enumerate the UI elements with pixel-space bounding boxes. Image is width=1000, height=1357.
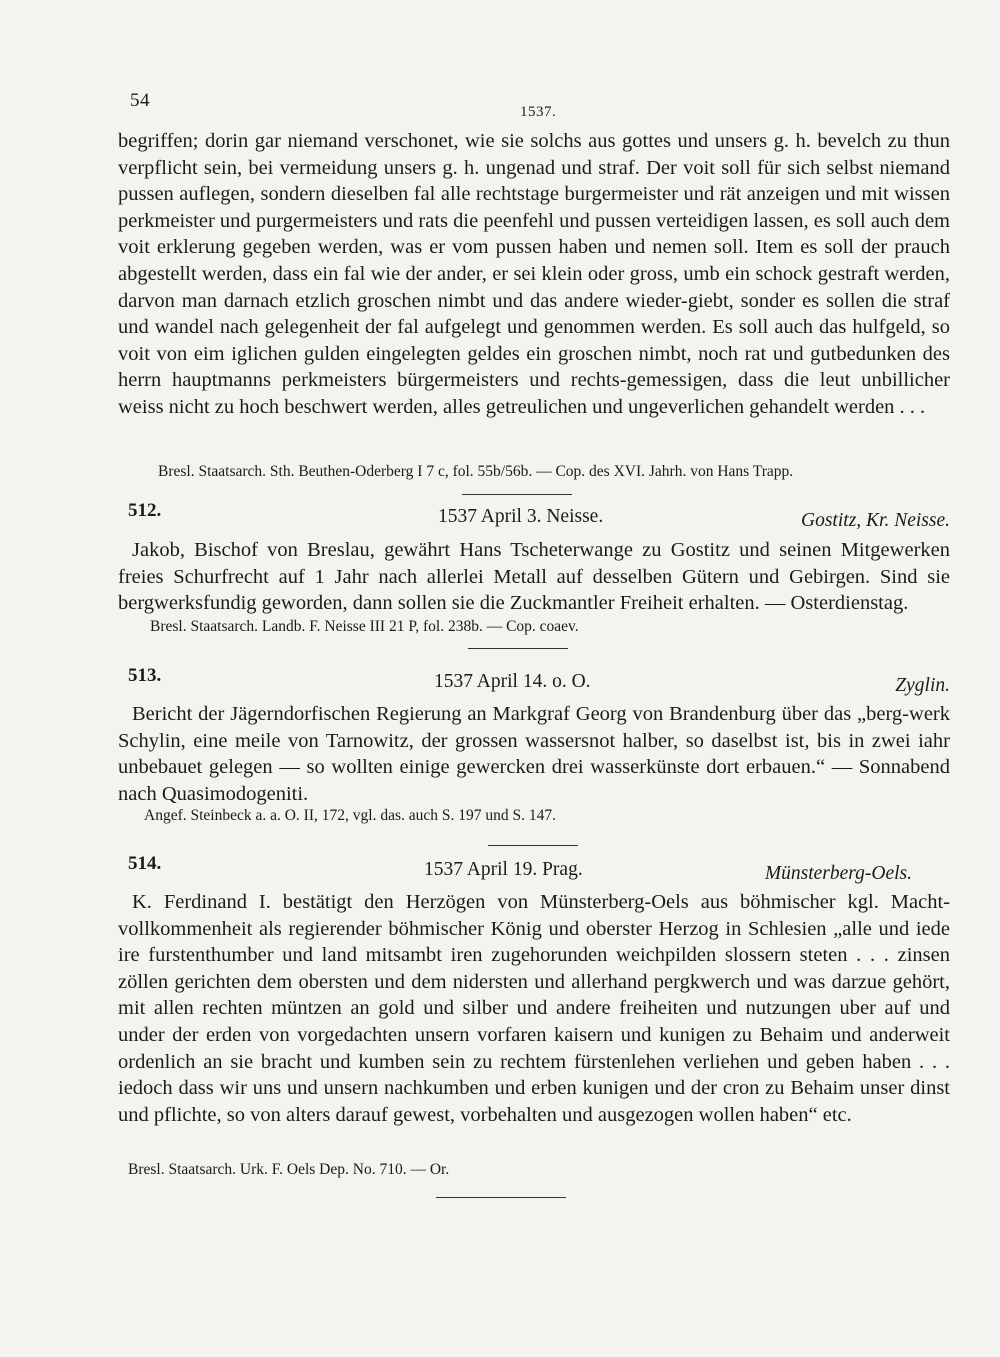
entry-date: 1537 April 3. Neisse. [438,506,604,527]
entry-512-citation: Bresl. Staatsarch. Landb. F. Neisse III 21 P, fol. 238b. — Cop. coaev. [150,618,579,635]
entry-number: 512. [128,500,162,521]
continuation-citation: Bresl. Staatsarch. Sth. Beuthen-Oderberg I 7 c, fol. 55b/56b. — Cop. des XVI. Jahrh. von Hans Trapp. [158,463,794,480]
section-divider [488,845,578,846]
entry-512-header [128,500,950,531]
entry-place: Münsterberg-Oels. [764,863,912,884]
entry-number: 513. [128,665,162,686]
entry-514-text: K. Ferdinand I. bestätigt den Herzögen von Münsterberg-Oels aus böhmischer kgl. Macht-vollkommenheit als regierender böhmischer König und oberster Herzog in Schlesien „alle und iede ire furstenthumber und land mitsambt iren zugehorunden weichpilden slossern steten . . . zinsen zöllen gerichten dem obersten und dem nidersten und allerhand pergkwerch und was darzue gehört, mit allen rechten müntzen an gold und silber und andere freiheiten und nutzungen uber auf und under der erden von vorgedachten unsern vorfaren kaisern und kunigen zu Behaim und anderweit ordenlich an sie bracht und kumben sein zu rechtem fürstenlehen verliehen und geben haben . . . iedoch dass wir uns und unsern nachkumben und erben kunigen und der cron zu Behaim unser dinst und pflichte, so von alters darauf gewest, vorbehalten und ausgezogen wollen haben“ etc. [118,891,950,1126]
running-head: 1537. [520,104,557,120]
entry-date: 1537 April 14. o. O. [434,671,591,692]
continuation-text: begriffen; dorin gar niemand verschonet, wie sie solchs aus gottes und unsers g. h. bevelch zu thun verpflicht sein, bei vermeidung unsers g. h. ungenad und straf. Der voit soll für sich selbst niemand pussen auflegen, sondern dieselben fal alle rechtstage burgermeister und rät anzeigen und mit wissen perkmeister und purgermeisters und rats die peenfehl und pussen verteidigen lassen, es soll auch dem voit erklerung gegeben werden, was er vom pussen haben und nemen soll. Item es soll der prauch abgestellt werden, dass ein fal wie der ander, er sei klein oder gross, umb ein schock gestraft werden, darvon man darnach etzlich groschen nimbt und das andere wieder-giebt, sonder es sollen die straf und wandel nach gelegenheit der fal aufgelegt und genommen werden. Es soll auch das hulfgeld, so voit von eim iglichen gulden eingelegten geldes ein groschen nimbt, noch rat und gutbedunken des herrn hauptmanns perkmeisters bürgermeisters und rechts-gemessigen, dass die leut unbillicher weiss nicht zu hoch beschwert werden, alles getreulichen und ungeverlichen gehandelt werden . . . [118,130,950,418]
entry-date: 1537 April 19. Prag. [424,859,583,880]
entry-513-citation: Angef. Steinbeck a. a. O. II, 172, vgl. das. auch S. 197 und S. 147. [144,807,556,824]
entry-513-header [128,665,950,696]
entry-place: Gostitz, Kr. Neisse. [801,510,950,531]
entry-513-text: Bericht der Jägerndorfischen Regierung an Markgraf Georg von Brandenburg über das „berg-werk Schylin, eine meile von Tarnowitz, der grossen wassersnot halber, so daselbst ist, bis in zwei iahr unbebauet gelegen — so wollten einige gewercken drei wasserkünste dort erbauen.“ — Sonnabend nach Quasimodogeniti. [118,703,950,805]
entry-514-citation: Bresl. Staatsarch. Urk. F. Oels Dep. No. 710. — Or. [128,1161,450,1178]
section-divider [468,648,568,649]
page-number: 54 [130,90,150,111]
entry-514-header [128,853,950,884]
entry-place: Zyglin. [895,675,950,696]
section-divider [462,494,572,495]
entry-number: 514. [128,853,162,874]
entry-512-text: Jakob, Bischof von Breslau, gewährt Hans Tscheterwange zu Gostitz und seinen Mitgewerken freies Schurfrecht auf 1 Jahr nach allerlei Metall auf desselben Gütern und Gebirgen. Sind sie bergwerksfundig geworden, dann sollen sie die Zuckmantler Freiheit erhalten. — Osterdienstag. [118,539,950,615]
section-divider [436,1197,566,1198]
